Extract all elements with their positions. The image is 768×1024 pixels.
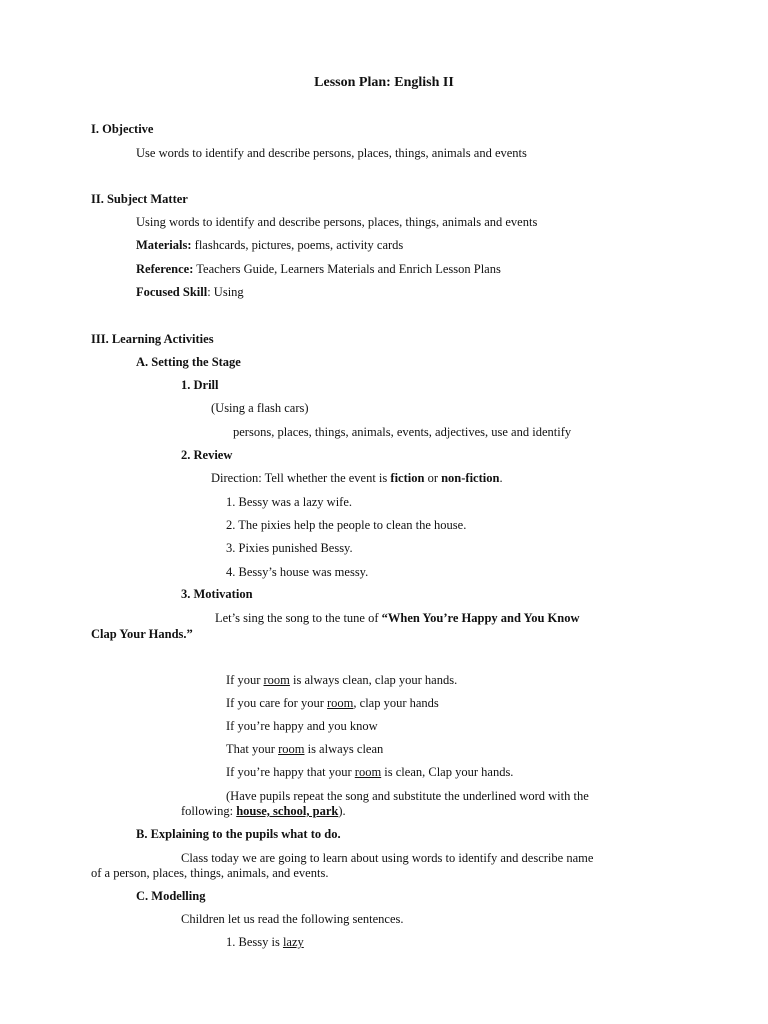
motivation-intro: Let’s sing the song to the tune of [215, 611, 382, 625]
review-item: 3. Pixies punished Bessy. [226, 541, 353, 555]
focused-skill-line [136, 285, 244, 300]
underlined-word: room [354, 765, 382, 779]
underlined-word: lazy [282, 935, 304, 949]
underlined-word: room [327, 696, 354, 710]
repeat-text-end: ). [338, 804, 346, 818]
review-item: 1. Bessy was a lazy wife. [226, 495, 353, 509]
modelling-heading: C. Modelling [136, 889, 206, 903]
song-text: is always clean [304, 742, 384, 756]
review-non-fiction: non-fiction [441, 471, 500, 485]
drill-line-2: persons, places, things, animals, events, adjectives, use and identify [233, 425, 572, 439]
song-line [226, 765, 513, 780]
drill-heading: 1. Drill [181, 378, 219, 392]
drill-line-1: (Using a flash cars) [211, 401, 309, 415]
song-text: If you’re happy that your [226, 765, 355, 779]
objective-text: Use words to identify and describe persons, places, things, animals and events [136, 146, 527, 160]
focused-skill-label: Focused Skill [136, 285, 208, 299]
page-title: Lesson Plan: English II [314, 75, 454, 90]
modelling-item-text: 1. Bessy is [226, 935, 283, 949]
underlined-word: room [263, 673, 290, 687]
review-direction [211, 471, 503, 486]
song-text: If you care for your [226, 696, 327, 710]
setting-the-stage-heading: A. Setting the Stage [136, 355, 241, 369]
review-heading: 2. Review [181, 448, 233, 462]
repeat-instruction-line-1: (Have pupils repeat the song and substitute the underlined word with the [226, 789, 589, 803]
materials-value: flashcards, pictures, poems, activity cards [191, 238, 404, 252]
subject-matter-text: Using words to identify and describe persons, places, things, animals and events [136, 215, 538, 229]
song-text: If your [226, 673, 264, 687]
explaining-line-1: Class today we are going to learn about using words to identify and describe name [181, 851, 594, 865]
objective-heading: I. Objective [91, 122, 154, 136]
repeat-instruction-line-2 [181, 804, 346, 819]
reference-label: Reference: [136, 262, 194, 276]
motivation-heading: 3. Motivation [181, 587, 253, 601]
song-line [226, 696, 439, 711]
modelling-intro: Children let us read the following sentences. [181, 912, 404, 926]
song-text: is always clean, clap your hands. [289, 673, 458, 687]
focused-skill-value: : Using [207, 285, 244, 299]
materials-label: Materials: [136, 238, 192, 252]
repeat-text: following: [181, 804, 237, 818]
substitute-words: house, school, park [236, 804, 339, 818]
review-fiction: fiction [390, 471, 425, 485]
review-item: 2. The pixies help the people to clean the house. [226, 518, 467, 532]
review-period: . [499, 471, 503, 485]
song-text: is clean, Clap your hands. [381, 765, 514, 779]
motivation-song-title: “When You’re Happy and You Know [381, 611, 580, 625]
materials-line [136, 238, 403, 253]
song-line: If you’re happy and you know [226, 719, 378, 733]
motivation-line-1 [215, 611, 580, 626]
reference-value: Teachers Guide, Learners Materials and Enrich Lesson Plans [193, 262, 501, 276]
modelling-item [226, 935, 304, 950]
review-direction-text: Direction: Tell whether the event is [211, 471, 391, 485]
song-line [226, 673, 457, 688]
underlined-word: room [278, 742, 305, 756]
reference-line [136, 262, 501, 277]
song-line [226, 742, 383, 757]
review-or: or [424, 471, 442, 485]
song-text: That your [226, 742, 279, 756]
motivation-song-title-cont: Clap Your Hands.” [91, 627, 193, 641]
song-text: , clap your hands [353, 696, 439, 710]
explaining-line-2: of a person, places, things, animals, and events. [91, 866, 329, 880]
learning-activities-heading: III. Learning Activities [91, 332, 214, 346]
explaining-heading: B. Explaining to the pupils what to do. [136, 827, 341, 841]
subject-matter-heading: II. Subject Matter [91, 192, 188, 206]
review-item: 4. Bessy’s house was messy. [226, 565, 369, 579]
